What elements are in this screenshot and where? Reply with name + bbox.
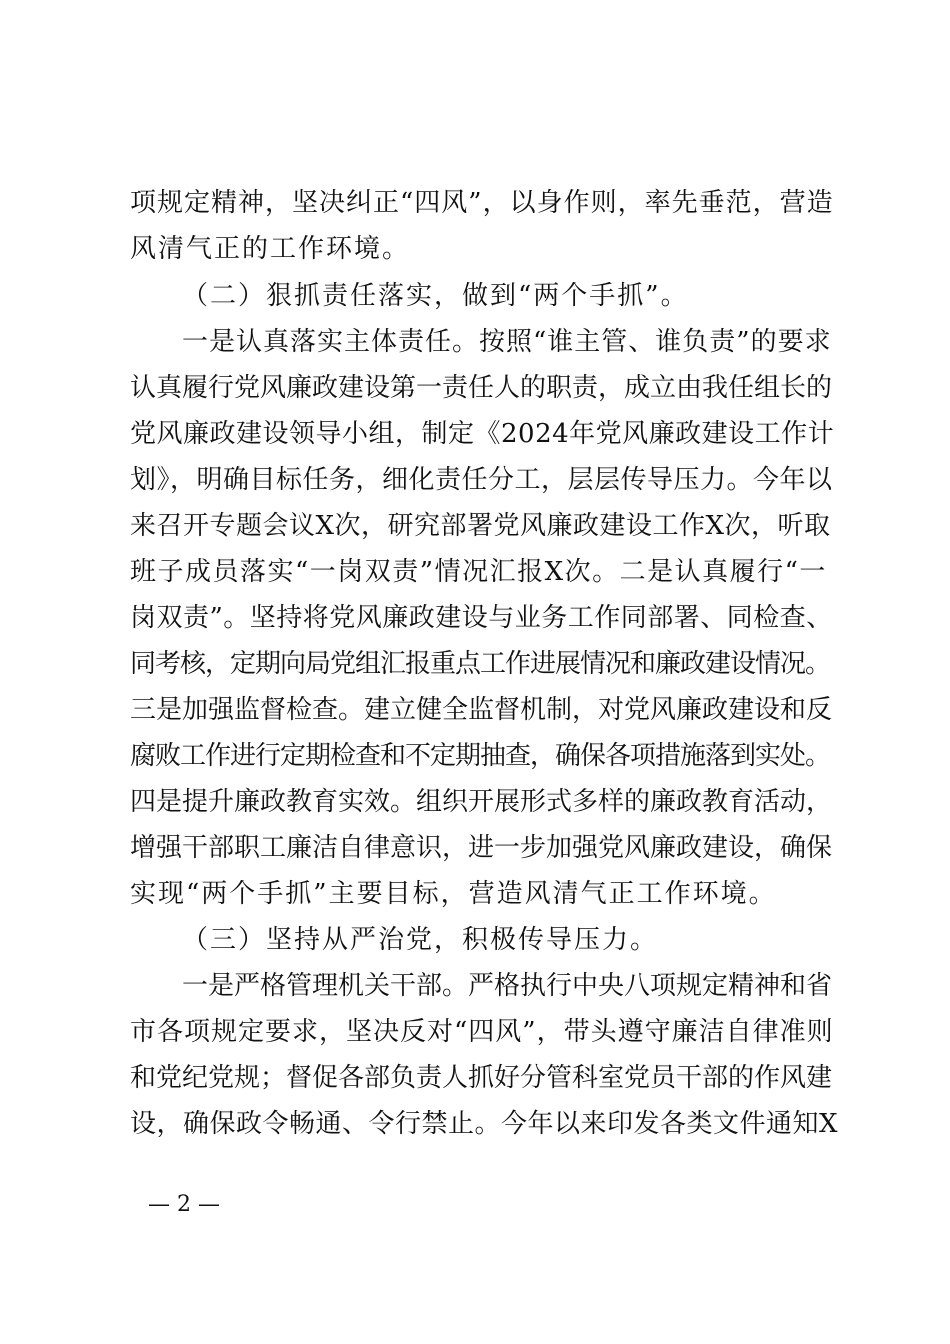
text-line: 四是提升廉政教育实效。组织开展形式多样的廉政教育活动， bbox=[130, 787, 833, 817]
text-line: 增强干部职工廉洁自律意识，进一步加强党风廉政建设，确保 bbox=[130, 833, 833, 863]
text-line: 市各项规定要求，坚决反对“四风”，带头遵守廉洁自律准则 bbox=[130, 1017, 834, 1047]
text-line: 认真履行党风廉政建设第一责任人的职责，成立由我任组长的 bbox=[130, 373, 833, 403]
text-line: 项规定精神，坚决纠正“四风”，以身作则，率先垂范，营造 bbox=[130, 188, 834, 218]
text-line: 实现“两个手抓”主要目标，营造风清气正工作环境。 bbox=[130, 879, 777, 909]
text-line: 设，确保政令畅通、令行禁止。今年以来印发各类文件通知X bbox=[130, 1109, 839, 1139]
text-line: 和党纪党规；督促各部负责人抓好分管科室党员干部的作风建 bbox=[130, 1063, 833, 1093]
text-line: 三是加强监督检查。建立健全监督机制，对党风廉政建设和反 bbox=[130, 695, 833, 725]
text-line: 党风廉政建设领导小组，制定《2024年党风廉政建设工作计 bbox=[130, 419, 835, 449]
text-line: 一是认真落实主体责任。按照“谁主管、谁负责”的要求 bbox=[182, 327, 832, 357]
page-number: — 2 — bbox=[148, 1192, 220, 1217]
text-line: 一是严格管理机关干部。严格执行中央八项规定精神和省 bbox=[182, 971, 833, 1001]
text-line: 风清气正的工作环境。 bbox=[130, 234, 411, 264]
section-heading: （二）狠抓责任落实，做到“两个手抓”。 bbox=[182, 281, 689, 311]
section-heading: （三）坚持从严治党，积极传导压力。 bbox=[182, 925, 659, 955]
text-line: 班子成员落实“一岗双责”情况汇报X次。二是认真履行“一 bbox=[130, 557, 827, 587]
text-line: 同考核，定期向局党组汇报重点工作进展情况和廉政建设情况。 bbox=[130, 649, 831, 679]
text-line: 岗双责”。坚持将党风廉政建设与业务工作同部署、同检查、 bbox=[130, 603, 833, 633]
text-line: 腐败工作进行定期检查和不定期抽查，确保各项措施落到实处。 bbox=[130, 741, 831, 771]
text-line: 划》，明确目标任务，细化责任分工，层层传导压力。今年以 bbox=[130, 465, 833, 495]
text-line: 来召开专题会议X次，研究部署党风廉政建设工作X次，听取 bbox=[130, 511, 831, 541]
